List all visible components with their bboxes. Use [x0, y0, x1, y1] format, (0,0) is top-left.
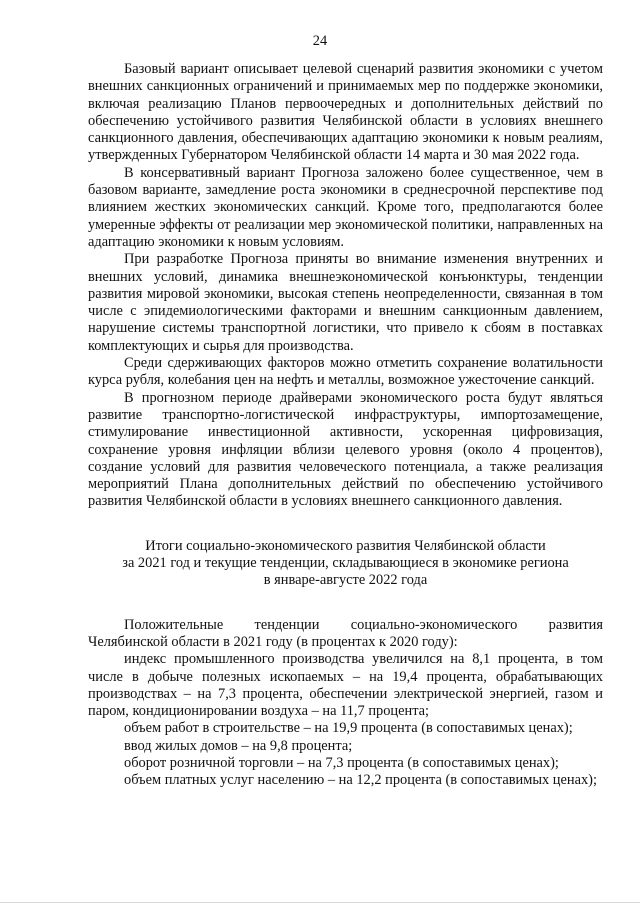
page-bottom-edge [0, 902, 640, 903]
section-title-line: за 2021 год и текущие тенденции, складывающиеся в экономике региона [122, 555, 569, 572]
section-title [88, 538, 603, 590]
paragraph-forecast-conditions: При разработке Прогноза приняты во внимание изменения внутренних и внешних условий, динамика внешнеэкономической конъюнктуры, тенденции развития мировой экономики, высокая степень неопределенности, связанная в том числе с эпидемиологическими факторами и внешним санкционным давлением, нарушение системы транспортной логистики, что привело к сбоям в поставках комплектующих и сырья для производства. [88, 251, 603, 354]
list-item: оборот розничной торговли – на 7,3 процента (в сопоставимых ценах); [124, 754, 559, 771]
paragraph-base-scenario: Базовый вариант описывает целевой сценарий развития экономики с учетом внешних санкционных ограничений и принимаемых мер по поддержке экономики, включая реализацию Планов первоочередных и дополнительных действий по обеспечению устойчивого развития Челябинской области в условиях внешнего санкционного давления, обеспечивающих адаптацию экономики к новым реалиям, утвержденных Губернатором Челябинской области 14 марта и 30 мая 2022 года. [88, 61, 603, 164]
positive-tendencies [88, 617, 603, 790]
document-body [88, 61, 603, 790]
list-item: объем платных услуг населению – на 12,2 процента (в сопоставимых ценах); [124, 772, 597, 789]
page-number: 24 [312, 33, 328, 49]
paragraph-growth-drivers: В прогнозном периоде драйверами экономического роста будут являться развитие транспортно-логистической инфраструктуры, импортозамещение, стимулирование инвестиционной активности, ускоренная цифровизация, сохранение уровня инфляции вблизи целевого уровня (около 4 процентов), создание условий для развития человеческого потенциала, а также реализация мероприятий Плана дополнительных действий по обеспечению устойчивого развития Челябинской области в условиях внешнего санкционного давления. [88, 389, 603, 510]
list-item: индекс промышленного производства увеличился на 8,1 процента, в том числе в добыче полезных ископаемых – на 19,4 процента, обрабатывающих производствах – на 7,3 процента, обеспечении электрической энергией, газом и паром, кондиционировании воздуха – на 11,7 процента; [88, 651, 603, 720]
tendencies-intro: Положительные тенденции социально-экономического развития Челябинской области в 2021 году (в процентах к 2020 году): [88, 616, 603, 650]
paragraph-conservative-scenario: В консервативный вариант Прогноза заложено более существенное, чем в базовом варианте, замедление роста экономики в среднесрочной перспективе под влиянием жестких экономических санкций. Кроме того, предполагаются более умеренные эффекты от реализации мер экономической политики, направленных на адаптацию экономики к новым условиям. [88, 164, 603, 250]
section-title-line: в январе-августе 2022 года [263, 572, 428, 589]
paragraph-restraining-factors: Среди сдерживающих факторов можно отметить сохранение волатильности курса рубля, колебания цен на нефть и металлы, возможное ужесточение санкций. [88, 355, 603, 389]
list-item: ввод жилых домов – на 9,8 процента; [124, 737, 353, 754]
list-item: объем работ в строительстве – на 19,9 процента (в сопоставимых ценах); [124, 720, 573, 737]
section-title-line: Итоги социально-экономического развития Челябинской области [145, 537, 546, 554]
